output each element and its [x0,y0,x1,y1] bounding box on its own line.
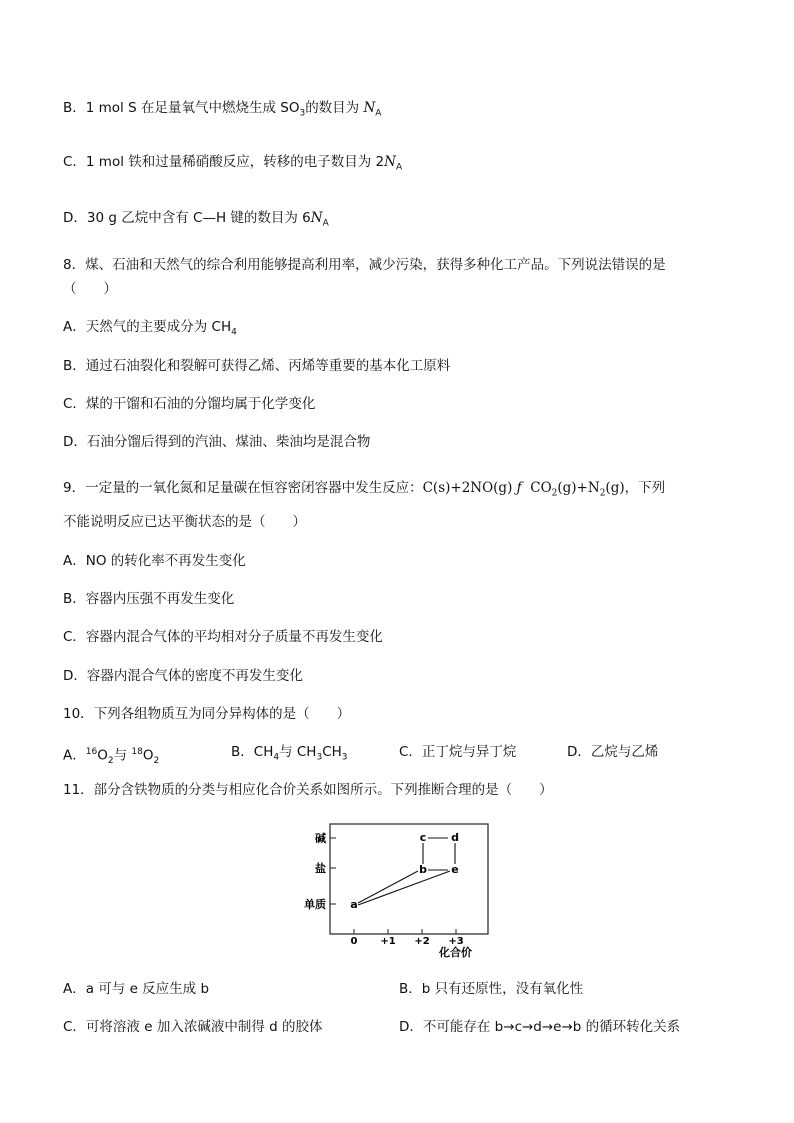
q9-equation-end: (g) [605,480,625,496]
q7-option-c-var-sub: A [395,162,403,173]
q8-option-d: D．石油分馏后得到的汽油、煤油、柴油均是混合物 [63,434,371,450]
q10-stem: 10．下列各组物质互为同分异构体的是（ ） [63,706,351,722]
q10-option-b [231,743,348,767]
q10-option-a-label: A． [63,747,86,764]
q10-option-b-label: B．CH [231,744,274,760]
q7-option-b-subscript: 3 [299,108,306,119]
q9-stem-line1 [63,479,665,503]
q9-stem-suffix: ，下列 [624,480,666,496]
x-tick-label-2: +2 [414,936,430,947]
q11-option-a: A．a 可与 e 反应生成 b [63,981,210,997]
q9-equation-co: CO [530,480,552,496]
q10-option-b-sub1: 4 [273,752,280,763]
q10-option-a-sub2: 2 [153,756,160,767]
point-a: a [350,898,358,911]
q7-option-d [63,209,329,233]
q11-stem: 11．部分含铁物质的分类与相应化合价关系如图所示。下列推断合理的是（ ） [63,782,553,798]
q9-equation-left: C(s)+2NO(g) [422,480,513,496]
x-tick-label-0: 0 [350,936,358,947]
q11-option-d: D．不可能存在 b→c→d→e→b 的循环转化关系 [399,1019,681,1035]
q8-option-a-subscript: 4 [231,327,237,338]
q7-option-d-var-sub: A [322,218,329,229]
q9-option-d: D．容器内混合气体的密度不再发生变化 [63,668,303,684]
q9-stem-prefix: 9．一定量的一氧化氮和足量碳在恒容密闭容器中发生反应： [63,480,423,496]
q11-option-c: C．可将溶液 e 加入浓碱液中制得 d 的胶体 [63,1019,323,1035]
q8-option-a-text: A．天然气的主要成分为 CH [63,319,232,335]
q10-option-c: C．正丁烷与异丁烷 [399,744,517,760]
q9-equation-arrow: ƒ [516,480,522,496]
y-label-element: 单质 [304,898,326,911]
q9-option-c: C．容器内混合气体的平均相对分子质量不再发生变化 [63,629,383,645]
q10-option-b-sub3: 3 [341,752,348,763]
q7-option-b-var-sub: A [375,108,382,119]
q10-option-a [63,743,159,770]
q8-stem: 8．煤、石油和天然气的综合利用能够提高利用率，减少污染，获得多种化工产品。下列说法错误的是 [63,257,666,273]
q7-option-d-text: D．30 g 乙烷中含有 C—H 键的数目为 6 [63,210,311,226]
point-e: e [451,863,459,876]
y-label-base: 碱 [315,832,326,845]
q7-option-d-var: N [310,210,323,226]
line-a-e [358,871,450,905]
q7-option-c-var: N [384,154,396,170]
q8-option-a [63,318,237,342]
q9-equation-co-sub: 2 [551,488,558,499]
q7-option-b-var: N [363,100,376,116]
q8-option-b: B．通过石油裂化和裂解可获得乙烯、丙烯等重要的基本化工原料 [63,358,451,374]
q10-option-b-end: CH [322,744,342,760]
q9-option-b: B．容器内压强不再发生变化 [63,591,235,607]
q10-option-a-mid: 与 [113,747,132,764]
q10-option-a-sub1: 2 [107,756,114,767]
x-tick-label-1: +1 [380,936,396,947]
point-d: d [451,831,459,844]
x-tick-label-3: +3 [448,936,464,947]
y-label-salt: 盐 [315,862,326,875]
point-c: c [419,831,427,844]
q7-option-b-text: B．1 mol S 在足量氧气中燃烧生成 SO [63,100,300,116]
q11-option-b: B．b 只有还原性，没有氧化性 [399,981,584,997]
q7-option-c [63,153,402,177]
point-b: b [419,863,427,876]
q9-equation-n: (g)+N [557,480,600,496]
iron-valence-figure [296,818,496,958]
q10-option-a-o2: O [142,747,154,764]
q8-option-c: C．煤的干馏和石油的分馏均属于化学变化 [63,396,316,412]
q10-option-b-sub2: 3 [316,752,323,763]
q9-equation-n-sub: 2 [599,488,606,499]
q10-option-a-sup1: 16 [85,747,98,757]
figure-frame [330,824,488,934]
q7-option-c-text: C．1 mol 铁和过量稀硝酸反应，转移的电子数目为 2 [63,154,385,170]
q10-option-b-mid: 与 CH [279,744,317,760]
line-a-b [358,871,418,903]
q10-option-a-sup2: 18 [131,747,143,757]
q7-option-b-suffix: 的数目为 [305,100,364,116]
q9-stem-line2: 不能说明反应已达平衡状态的是（ ） [63,514,306,530]
q10-option-d: D．乙烷与乙烯 [567,744,659,760]
q10-option-a-o1: O [97,747,108,764]
q7-option-b [63,99,381,123]
x-axis-title: 化合价 [439,946,472,958]
q8-answer-paren: （ ） [63,281,117,297]
q9-option-a: A．NO 的转化率不再发生变化 [63,553,246,569]
